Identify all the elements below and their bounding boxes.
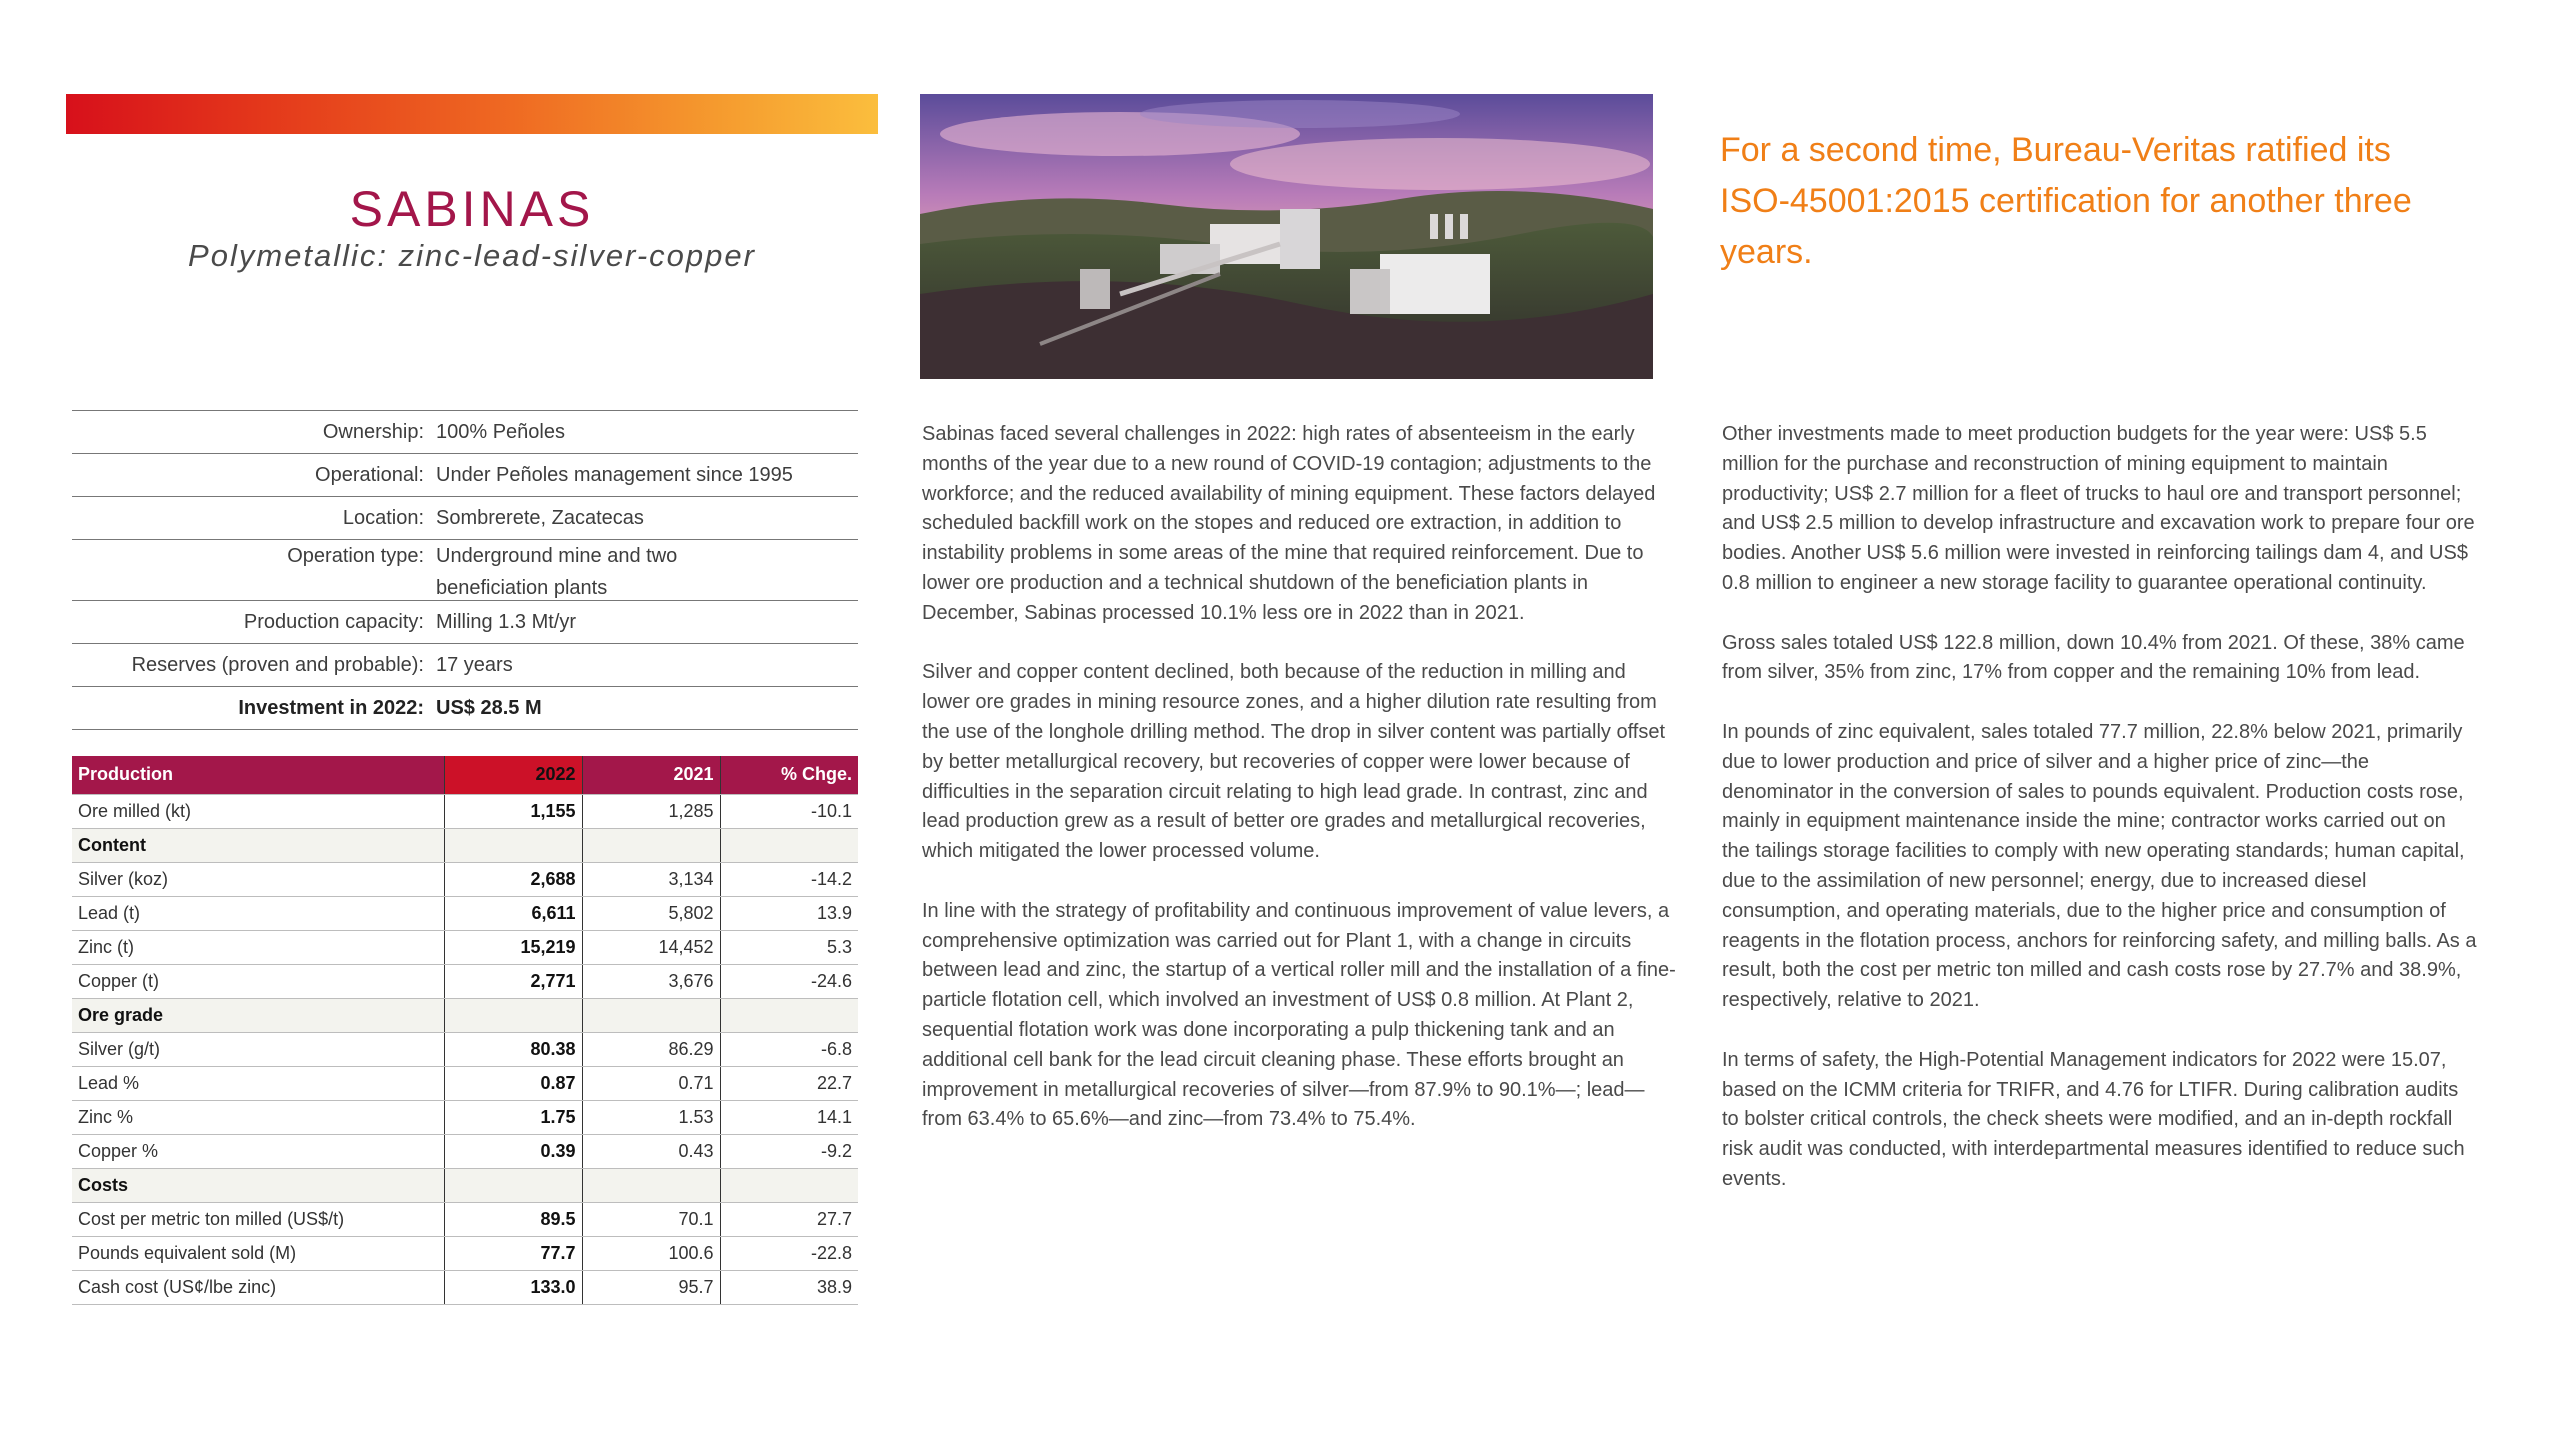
page-title: SABINAS bbox=[349, 181, 595, 237]
table-cell: 133.0 bbox=[444, 1270, 582, 1304]
table-cell: Costs bbox=[72, 1168, 444, 1202]
table-cell: -9.2 bbox=[720, 1134, 858, 1168]
table-cell: Silver (koz) bbox=[72, 862, 444, 896]
body-paragraph: In line with the strategy of profitability and continuous improvement of value levers, a comprehensive optimization was carried out for Plant 1, with a change in circuits between lead and zinc, the startup of a vertical roller mill and the installation of a fine-particle flotation cell, which involved an investment of US$ 0.8 million. At Plant 2, sequential flotation work was done incorporating a pulp thickening tank and an additional cell bank for the lead circuit cleaning phase. These efforts brought an improvement in metallurgical recoveries of silver—from 87.9% to 90.1%—; lead—from 63.4% to 65.6%—and zinc—from 73.4% to 75.4%. bbox=[922, 899, 1676, 1131]
table-cell: 27.7 bbox=[720, 1202, 858, 1236]
table-cell: Zinc % bbox=[72, 1100, 444, 1134]
table-cell: 0.87 bbox=[444, 1066, 582, 1100]
table-row bbox=[72, 1236, 858, 1270]
info-label: Production capacity: bbox=[243, 611, 424, 633]
table-row bbox=[72, 1100, 858, 1134]
table-cell bbox=[582, 828, 720, 862]
info-label: Location: bbox=[342, 507, 424, 529]
info-row-reserves bbox=[72, 644, 858, 687]
table-cell: 38.9 bbox=[720, 1270, 858, 1304]
info-label: Reserves (proven and probable): bbox=[131, 654, 424, 676]
table-row bbox=[72, 896, 858, 930]
table-header-cell: 2021 bbox=[582, 756, 720, 794]
table-cell bbox=[582, 1168, 720, 1202]
table-cell: 5.3 bbox=[720, 930, 858, 964]
info-label: Operational: bbox=[315, 464, 424, 486]
table-cell bbox=[720, 828, 858, 862]
table-cell: 3,676 bbox=[582, 964, 720, 998]
table-cell: Pounds equivalent sold (M) bbox=[72, 1236, 444, 1270]
info-label: Investment in 2022: bbox=[238, 697, 424, 719]
table-cell bbox=[720, 998, 858, 1032]
body-paragraph: Silver and copper content declined, both because of the reduction in milling and lower ore grades in mining resource zones, and a higher dilution rate resulting from the use of the longhole drilling method. The drop in silver content was partially offset by better metallurgical recovery, but recoveries of copper were lower because of difficulties in the separation circuit relating to high lead grade. In contrast, zinc and lead production grew as a result of better ore grades and metallurgical recoveries, which mitigated the lower processed volume. bbox=[922, 661, 1666, 863]
table-cell: 100.6 bbox=[582, 1236, 720, 1270]
table-row bbox=[72, 1202, 858, 1236]
mine-photo bbox=[920, 94, 1653, 379]
table-row bbox=[72, 964, 858, 998]
info-row-production-capacity bbox=[72, 601, 858, 644]
info-label: Operation type: bbox=[287, 545, 424, 567]
body-paragraph: In terms of safety, the High-Potential Management indicators for 2022 were 15.07, based on the ICMM criteria for TRIFR, and 4.76 for LTIFR. During calibration audits to bolster critical controls, the check sheets were modified, and an in-depth rockfall risk audit was conducted, with interdepartmental measures identified to reduce such events. bbox=[1722, 1048, 2465, 1190]
table-cell bbox=[444, 828, 582, 862]
table-cell: 77.7 bbox=[444, 1236, 582, 1270]
table-cell: 1.53 bbox=[582, 1100, 720, 1134]
table-cell: Copper % bbox=[72, 1134, 444, 1168]
table-cell: Lead % bbox=[72, 1066, 444, 1100]
table-header-cell: Production bbox=[72, 756, 444, 794]
table-cell: -24.6 bbox=[720, 964, 858, 998]
table-cell: Cost per metric ton milled (US$/t) bbox=[72, 1202, 444, 1236]
table-cell: -10.1 bbox=[720, 794, 858, 828]
table-header-row bbox=[72, 756, 858, 794]
table-cell: Lead (t) bbox=[72, 896, 444, 930]
table-cell: Content bbox=[72, 828, 444, 862]
table-cell: Silver (g/t) bbox=[72, 1032, 444, 1066]
table-cell: 70.1 bbox=[582, 1202, 720, 1236]
table-cell bbox=[582, 998, 720, 1032]
table-cell: 86.29 bbox=[582, 1032, 720, 1066]
table-cell: 0.39 bbox=[444, 1134, 582, 1168]
table-cell bbox=[720, 1168, 858, 1202]
table-header-cell: 2022 bbox=[444, 756, 582, 794]
info-list bbox=[72, 410, 858, 730]
body-column-right bbox=[1722, 420, 2478, 1225]
info-value: Milling 1.3 Mt/yr bbox=[436, 611, 577, 633]
table-cell: -6.8 bbox=[720, 1032, 858, 1066]
table-cell: 2,771 bbox=[444, 964, 582, 998]
info-value: Sombrerete, Zacatecas bbox=[436, 507, 644, 529]
table-cell: 3,134 bbox=[582, 862, 720, 896]
table-row bbox=[72, 1032, 858, 1066]
table-row bbox=[72, 1270, 858, 1304]
info-row-location bbox=[72, 497, 858, 540]
table-cell: Copper (t) bbox=[72, 964, 444, 998]
table-cell: 89.5 bbox=[444, 1202, 582, 1236]
table-cell: 22.7 bbox=[720, 1066, 858, 1100]
table-cell: Cash cost (US¢/lbe zinc) bbox=[72, 1270, 444, 1304]
table-cell: -22.8 bbox=[720, 1236, 858, 1270]
table-cell: 95.7 bbox=[582, 1270, 720, 1304]
table-cell: 15,219 bbox=[444, 930, 582, 964]
table-cell: 6,611 bbox=[444, 896, 582, 930]
table-cell bbox=[444, 998, 582, 1032]
table-cell: Zinc (t) bbox=[72, 930, 444, 964]
table-cell: 0.43 bbox=[582, 1134, 720, 1168]
info-row-investment bbox=[72, 687, 858, 730]
table-cell: Ore grade bbox=[72, 998, 444, 1032]
table-cell: 1,155 bbox=[444, 794, 582, 828]
table-cell: 2,688 bbox=[444, 862, 582, 896]
table-cell: 1.75 bbox=[444, 1100, 582, 1134]
body-paragraph: Other investments made to meet production budgets for the year were: US$ 5.5 million for the purchase and reconstruction of mining equipment to maintain productivity; US$ 2.7 million for a fleet of trucks to haul ore and transport personnel; and US$ 2.5 million to develop infrastructure and excavation work to prepare four ore bodies. Another US$ 5.6 million were invested in reinforcing tailings dam 4, and US$ 0.8 million to engineer a new storage facility to guarantee operational continuity. bbox=[1722, 423, 2475, 594]
table-row bbox=[72, 862, 858, 896]
info-value: 100% Peñoles bbox=[436, 421, 565, 443]
header-gradient-bar bbox=[66, 94, 878, 134]
info-value: US$ 28.5 M bbox=[436, 697, 542, 719]
info-value: Under Peñoles management since 1995 bbox=[436, 464, 793, 486]
body-paragraph: In pounds of zinc equivalent, sales totaled 77.7 million, 22.8% below 2021, primarily due to lower production and price of silver and a higher price of zinc—the denominator in the conversion of sales to pounds equivalent. Production costs rose, mainly in equipment maintenance inside the mine; contractor works carried out on the tailings storage facilities to comply with new operating standards; human capital, due to the assimilation of new personnel; energy, due to increased diesel consumption, and operating materials, due to the higher price and consumption of reagents in the flotation process, anchors for reinforcing safety, and milling balls. As a result, both the cost per metric ton milled and cash costs rose by 27.7% and 38.9%, respectively, relative to 2021. bbox=[1722, 720, 2477, 1012]
table-cell: 0.71 bbox=[582, 1066, 720, 1100]
info-value: 17 years bbox=[436, 654, 513, 676]
table-section-row bbox=[72, 828, 858, 862]
table-cell: 13.9 bbox=[720, 896, 858, 930]
table-row bbox=[72, 930, 858, 964]
table-row bbox=[72, 794, 858, 828]
table-row bbox=[72, 1134, 858, 1168]
production-table bbox=[72, 756, 858, 1305]
body-paragraph: Gross sales totaled US$ 122.8 million, down 10.4% from 2021. Of these, 38% came from silver, 35% from zinc, 17% from copper and the remaining 10% from lead. bbox=[1722, 631, 2465, 684]
info-row-operational bbox=[72, 454, 858, 497]
table-cell: 80.38 bbox=[444, 1032, 582, 1066]
table-cell: Ore milled (kt) bbox=[72, 794, 444, 828]
table-cell: 5,802 bbox=[582, 896, 720, 930]
info-label: Ownership: bbox=[322, 421, 424, 443]
table-cell: 14,452 bbox=[582, 930, 720, 964]
table-section-row bbox=[72, 998, 858, 1032]
table-cell: -14.2 bbox=[720, 862, 858, 896]
table-cell: 1,285 bbox=[582, 794, 720, 828]
table-cell bbox=[444, 1168, 582, 1202]
info-row-ownership bbox=[72, 411, 858, 454]
table-row bbox=[72, 1066, 858, 1100]
info-value: Underground mine and two beneficiation plants bbox=[436, 545, 678, 599]
table-section-row bbox=[72, 1168, 858, 1202]
table-header-cell: % Chge. bbox=[720, 756, 858, 794]
body-paragraph: Sabinas faced several challenges in 2022: high rates of absenteeism in the early months of the year due to a new round of COVID-19 contagion; adjustments to the workforce; and the reduced availability of mining equipment. These factors delayed scheduled backfill work on the stopes and reduced ore extraction, in addition to instability problems in some areas of the mine that required reinforcement. Due to lower ore production and a technical shutdown of the beneficiation plants in December, Sabinas processed 10.1% less ore in 2022 than in 2021. bbox=[922, 423, 1656, 624]
table-cell: 14.1 bbox=[720, 1100, 858, 1134]
page-subtitle: Polymetallic: zinc-lead-silver-copper bbox=[188, 238, 756, 273]
highlight-quote: For a second time, Bureau-Veritas ratified its ISO-45001:2015 certification for another three years. bbox=[1720, 131, 2412, 271]
body-column-middle bbox=[922, 420, 1678, 1165]
info-row-operation-type bbox=[72, 540, 858, 601]
